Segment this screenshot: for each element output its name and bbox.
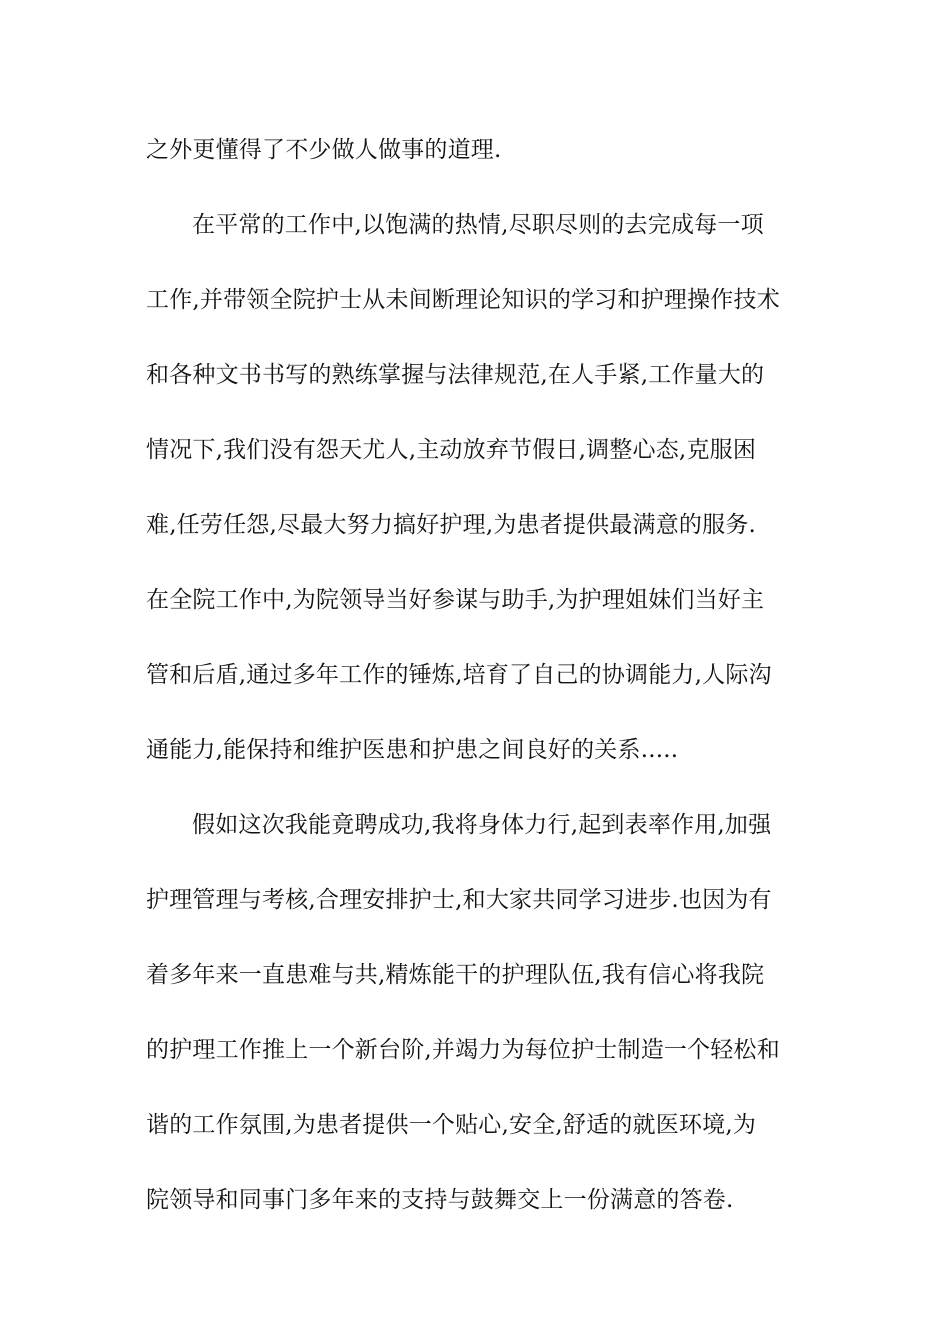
paragraph-2-line-4: 情况下,我们没有怨天尤人,主动放弃节假日,调整心态,克服困	[146, 437, 757, 463]
paragraph-2-line-8: 通能力,能保持和维护医患和护患之间良好的关系.....	[146, 737, 679, 763]
paragraph-2-line-5: 难,任劳任怨,尽最大努力搞好护理,为患者提供最满意的服务.	[146, 512, 757, 538]
paragraph-3-line-6: 院领导和同事门多年来的支持与鼓舞交上一份满意的答卷.	[146, 1187, 734, 1213]
paragraph-3-line-2: 护理管理与考核,合理安排护士,和大家共同学习进步.也因为有	[146, 887, 772, 913]
paragraph-3-line-1: 假如这次我能竟聘成功,我将身体力行,起到表率作用,加强	[192, 812, 772, 838]
text-line-1: 之外更懂得了不少做人做事的道理.	[146, 137, 502, 163]
paragraph-3-line-4: 的护理工作推上一个新台阶,并竭力为每位护士制造一个轻松和	[146, 1037, 780, 1063]
paragraph-3-line-3: 着多年来一直患难与共,精炼能干的护理队伍,我有信心将我院	[146, 962, 765, 988]
paragraph-2-line-2: 工作,并带领全院护士从未间断理论知识的学习和护理操作技术	[146, 287, 780, 313]
paragraph-3-line-5: 谐的工作氛围,为患者提供一个贴心,安全,舒适的就医环境,为	[146, 1112, 757, 1138]
paragraph-2-line-1: 在平常的工作中,以饱满的热情,尽职尽则的去完成每一项	[192, 212, 764, 238]
paragraph-2-line-7: 管和后盾,通过多年工作的锤炼,培育了自己的协调能力,人际沟	[146, 662, 772, 688]
paragraph-2-line-3: 和各种文书书写的熟练掌握与法律规范,在人手紧,工作量大的	[146, 362, 765, 388]
paragraph-2-line-6: 在全院工作中,为院领导当好参谋与助手,为护理姐妹们当好主	[146, 587, 765, 613]
